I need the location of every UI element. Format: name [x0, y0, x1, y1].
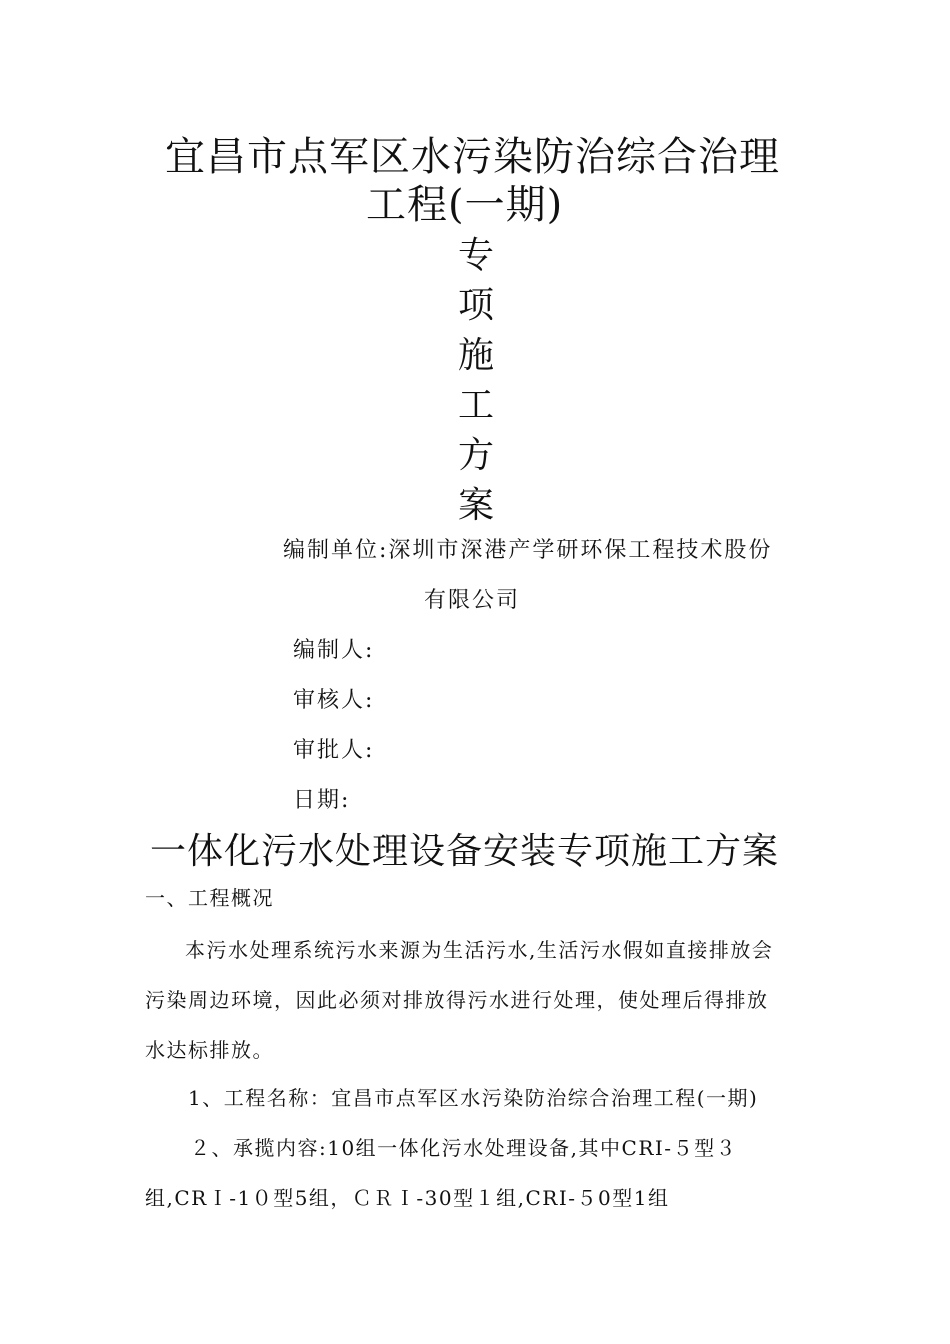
- vertical-title-char: 施: [458, 335, 495, 376]
- sub-heading: 一、工程概况: [145, 886, 274, 910]
- vertical-title-char: 案: [458, 485, 495, 526]
- vertical-title-char: 工: [458, 385, 495, 426]
- approver-field: 审批人:: [293, 738, 375, 763]
- cover-title-line2: 工程(一期): [366, 182, 564, 228]
- cover-title-line1: 宜昌市点军区水污染防治综合治理: [165, 134, 780, 180]
- reviewer-field: 审核人:: [293, 688, 375, 713]
- date-field: 日期:: [293, 788, 351, 813]
- compiling-unit-line2: 有限公司: [424, 588, 521, 613]
- paragraph-line: 水达标排放。: [145, 1038, 274, 1062]
- paragraph-line: 本污水处理系统污水来源为生活污水,生活污水假如直接排放会: [185, 938, 774, 962]
- compiling-unit-line1: 编制单位:深圳市深港产学研环保工程技术股份: [283, 538, 773, 563]
- list-item-contract-scope-cont: 组,CRＩ-1０型5组，ＣＲＩ-30型１组,CRI-５0型1组: [145, 1186, 670, 1210]
- vertical-title-char: 项: [458, 285, 495, 326]
- vertical-title-char: 专: [458, 235, 495, 276]
- compiler-field: 编制人:: [293, 638, 375, 663]
- list-item-project-name: 1、工程名称：宜昌市点军区水污染防治综合治理工程(一期): [188, 1086, 759, 1110]
- vertical-title-char: 方: [458, 435, 495, 476]
- section-heading: 一体化污水处理设备安装专项施工方案: [150, 831, 780, 872]
- list-item-contract-scope: ２、承揽内容:10组一体化污水处理设备,其中CRI-５型３: [190, 1136, 738, 1160]
- paragraph-line: 污染周边环境，因此必须对排放得污水进行处理，使处理后得排放: [145, 988, 769, 1012]
